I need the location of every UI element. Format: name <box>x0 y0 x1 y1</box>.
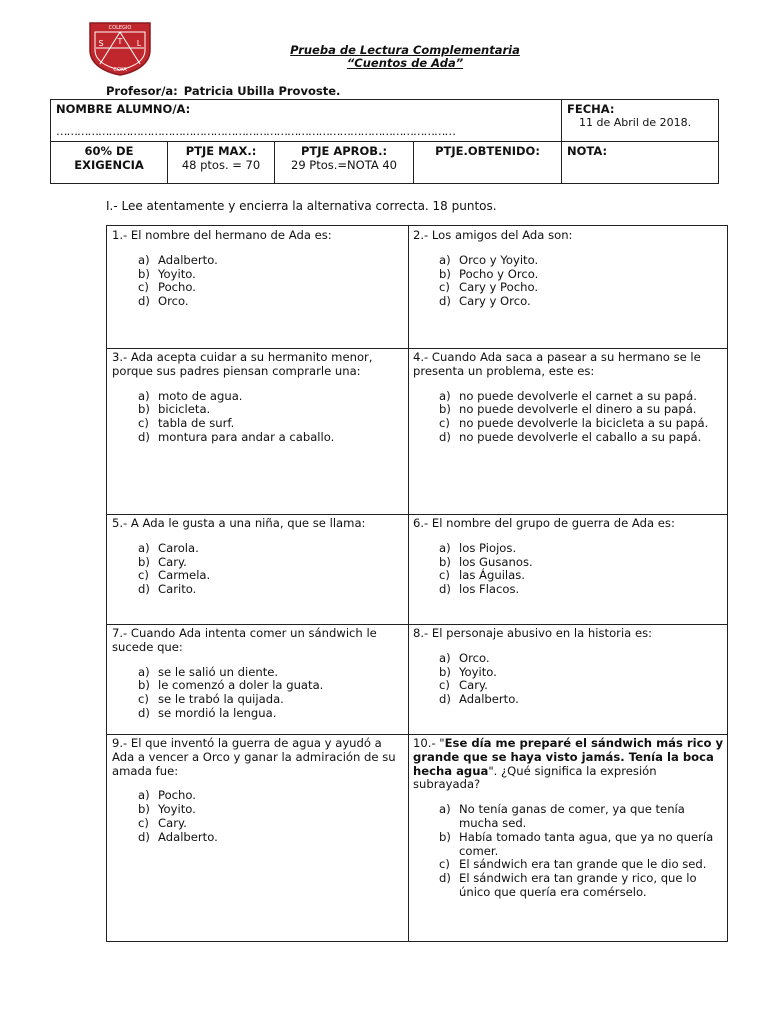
option-letter: c) <box>138 692 149 707</box>
option-text: Cary y Pocho. <box>459 280 539 295</box>
ptje-max-cell <box>168 142 275 184</box>
answer-options <box>112 666 404 721</box>
option-text: los Flacos. <box>459 582 520 597</box>
answer-option[interactable] <box>413 652 724 666</box>
option-letter: b) <box>439 266 451 281</box>
option-text: El sándwich era tan grande que le dio sed. <box>459 857 707 872</box>
answer-option[interactable] <box>112 789 404 803</box>
option-letter: d) <box>138 294 150 309</box>
svg-text:S: S <box>98 39 104 48</box>
option-text: montura para andar a caballo. <box>158 429 335 444</box>
option-letter: c) <box>439 280 450 295</box>
option-letter: a) <box>439 650 451 665</box>
answer-options <box>413 542 724 597</box>
nota-cell[interactable]: NOTA: <box>562 142 719 184</box>
svg-text:T: T <box>117 37 123 46</box>
answer-option[interactable] <box>413 403 724 417</box>
option-letter: d) <box>439 429 451 444</box>
answer-option[interactable] <box>112 679 404 693</box>
option-letter: b) <box>138 802 150 817</box>
question-2 <box>408 226 728 348</box>
ptje-max-label: PTJE MAX.: <box>185 144 257 158</box>
answer-option[interactable] <box>112 569 404 583</box>
option-letter: b) <box>439 829 451 844</box>
option-letter: b) <box>439 664 451 679</box>
option-text: Cary. <box>158 815 187 830</box>
option-text: Orco y Yoyito. <box>459 252 539 267</box>
svg-text:COYA: COYA <box>113 67 127 73</box>
question-text: 6.- El nombre del grupo de guerra de Ada es: <box>413 516 675 530</box>
answer-option[interactable] <box>112 390 404 404</box>
ptje-obtenido-cell[interactable]: PTJE.OBTENIDO: <box>414 142 562 184</box>
answer-option[interactable] <box>112 817 404 831</box>
option-text: no puede devolverle el carnet a su papá. <box>459 388 697 403</box>
answer-option[interactable] <box>413 295 724 309</box>
question-8 <box>408 624 728 734</box>
option-text: Yoyito. <box>459 664 497 679</box>
answer-options <box>112 254 404 309</box>
answer-options <box>413 652 724 707</box>
answer-option[interactable] <box>112 281 404 295</box>
answer-option[interactable] <box>413 831 724 859</box>
option-text: Cary y Orco. <box>459 294 531 309</box>
question-5 <box>107 514 408 624</box>
answer-option[interactable] <box>413 679 724 693</box>
option-text: moto de agua. <box>158 388 243 403</box>
option-text: no puede devolverle la bicicleta a su papá. <box>459 416 709 431</box>
option-text: Pocho. <box>158 788 196 803</box>
answer-option[interactable] <box>413 872 724 900</box>
student-name-cell[interactable] <box>51 100 562 142</box>
option-text: bicicleta. <box>158 402 211 417</box>
answer-option[interactable] <box>112 542 404 556</box>
answer-option[interactable] <box>112 693 404 707</box>
option-letter: d) <box>439 692 451 707</box>
option-text: Carola. <box>158 540 199 555</box>
option-letter: b) <box>138 402 150 417</box>
option-text: Pocho. <box>158 280 196 295</box>
instruction-text: I.- Lee atentamente y encierra la alternativa correcta. 18 puntos. <box>106 199 497 213</box>
svg-text:COLEGIO: COLEGIO <box>108 25 132 31</box>
svg-text:L: L <box>136 39 142 48</box>
answer-option[interactable] <box>112 583 404 597</box>
answer-option[interactable] <box>413 268 724 282</box>
option-letter: c) <box>439 678 450 693</box>
date-value: 11 de Abril de 2018. <box>579 116 692 129</box>
option-letter: d) <box>138 582 150 597</box>
question-9 <box>107 734 408 942</box>
question-text: 1.- El nombre del hermano de Ada es: <box>112 228 332 242</box>
student-name-dots: …………………………………………………………………………………………………… <box>56 124 455 138</box>
answer-option[interactable] <box>413 254 724 268</box>
option-letter: d) <box>138 705 150 720</box>
answer-option[interactable] <box>112 707 404 721</box>
question-text: 9.- El que inventó la guerra de agua y ayudó a Ada a vencer a Orco y ganar la admiración de su amada fue: <box>112 736 396 778</box>
option-text: Adalberto. <box>158 829 218 844</box>
question-text: 7.- Cuando Ada intenta comer un sándwich le sucede que: <box>112 626 377 654</box>
question-7 <box>107 624 408 734</box>
option-letter: a) <box>138 388 150 403</box>
question-text-suffix: ". ¿Qué significa la expresión subrayada? <box>413 763 657 792</box>
ptje-aprob-label: PTJE APROB.: <box>300 144 388 158</box>
title-line-2: “Cuentos de Ada” <box>346 56 464 70</box>
option-text: El sándwich era tan grande y rico, que lo único que quería era comérselo. <box>459 871 697 899</box>
option-text: Yoyito. <box>158 266 196 281</box>
option-text: los Piojos. <box>459 540 517 555</box>
question-3 <box>107 348 408 514</box>
option-text: Adalberto. <box>459 692 519 707</box>
option-letter: b) <box>138 554 150 569</box>
option-text: las Águilas. <box>459 568 525 583</box>
question-10 <box>408 734 728 942</box>
answer-option[interactable] <box>413 431 724 445</box>
option-letter: a) <box>439 252 451 267</box>
option-text: Adalberto. <box>158 252 218 267</box>
answer-option[interactable] <box>112 417 404 431</box>
option-text: Cary. <box>158 554 187 569</box>
question-6 <box>408 514 728 624</box>
option-text: Había tomado tanta agua, que ya no quería comer. <box>459 829 714 858</box>
answer-option[interactable] <box>112 254 404 268</box>
option-text: No tenía ganas de comer, ya que tenía mucha sed. <box>459 802 685 830</box>
date-label: FECHA: <box>567 102 615 116</box>
answer-option[interactable] <box>413 803 724 831</box>
option-text: Orco. <box>459 650 490 665</box>
question-4 <box>408 348 728 514</box>
answer-option[interactable] <box>413 417 724 431</box>
option-letter: c) <box>439 568 450 583</box>
option-text: los Gusanos. <box>459 554 533 569</box>
ptje-aprob-value: 29 Ptos.=NOTA 40 <box>291 158 397 172</box>
option-text: se le trabó la quijada. <box>158 692 284 707</box>
option-letter: c) <box>439 416 450 431</box>
option-letter: b) <box>439 554 451 569</box>
option-text: Cary. <box>459 678 488 693</box>
option-text: tabla de surf. <box>158 416 235 431</box>
question-text-prefix: 10.- " <box>413 736 445 750</box>
answer-option[interactable] <box>112 831 404 845</box>
question-text <box>413 737 724 792</box>
answer-options <box>112 542 404 597</box>
answer-option[interactable] <box>112 556 404 570</box>
option-letter: c) <box>439 857 450 872</box>
option-letter: c) <box>138 280 149 295</box>
option-letter: b) <box>138 678 150 693</box>
option-letter: d) <box>439 294 451 309</box>
question-quote-bold: Ese día me preparé el sándwich más rico y grande que se haya visto jamás. Tenía la boca hecha agua <box>413 736 724 778</box>
answer-option[interactable] <box>413 569 724 583</box>
option-letter: a) <box>439 388 451 403</box>
questions-grid <box>106 225 728 942</box>
option-letter: a) <box>138 540 150 555</box>
school-logo <box>86 20 154 76</box>
answer-option[interactable] <box>112 403 404 417</box>
answer-option[interactable] <box>112 295 404 309</box>
answer-option[interactable] <box>413 693 724 707</box>
option-letter: d) <box>439 582 451 597</box>
question-text: 3.- Ada acepta cuidar a su hermanito menor, porque sus padres piensan comprarle una: <box>112 350 373 378</box>
option-text: Pocho y Orco. <box>459 266 539 281</box>
option-text: le comenzó a doler la guata. <box>158 678 324 693</box>
answer-options <box>413 390 724 445</box>
option-letter: a) <box>439 540 451 555</box>
student-name-label: NOMBRE ALUMNO/A: <box>56 102 191 116</box>
option-text: se mordió la lengua. <box>158 705 277 720</box>
option-letter: d) <box>439 871 451 886</box>
option-text: Carmela. <box>158 568 211 583</box>
option-text: no puede devolverle el dinero a su papá. <box>459 402 697 417</box>
question-text: 8.- El personaje abusivo en la historia es: <box>413 626 653 640</box>
ptje-aprob-cell <box>275 142 414 184</box>
student-info-table <box>50 99 719 184</box>
option-text: se le salió un diente. <box>158 664 279 679</box>
option-text: no puede devolverle el caballo a su papá. <box>459 429 702 444</box>
question-1 <box>107 226 408 348</box>
option-letter: a) <box>439 802 451 817</box>
option-letter: c) <box>138 568 149 583</box>
answer-option[interactable] <box>413 281 724 295</box>
question-text: 2.- Los amigos del Ada son: <box>413 228 573 242</box>
date-cell <box>562 100 719 142</box>
option-text: Carito. <box>158 582 197 597</box>
option-letter: c) <box>138 416 149 431</box>
option-letter: b) <box>439 402 451 417</box>
answer-option[interactable] <box>112 268 404 282</box>
option-letter: a) <box>138 664 150 679</box>
title-line-1: Prueba de Lectura Complementaria <box>290 43 520 57</box>
answer-options <box>413 254 724 309</box>
answer-option[interactable] <box>413 858 724 872</box>
teacher-line <box>106 84 340 98</box>
ptje-max-value: 48 ptos. = 70 <box>181 158 261 172</box>
teacher-label: Profesor/a: <box>106 84 178 98</box>
answer-option[interactable] <box>413 542 724 556</box>
exigencia-cell: 60% DE EXIGENCIA <box>51 142 168 184</box>
option-letter: d) <box>138 829 150 844</box>
answer-options <box>413 803 724 900</box>
teacher-name: Patricia Ubilla Provoste. <box>183 84 341 98</box>
option-text: Orco. <box>158 294 189 309</box>
option-letter: d) <box>138 429 150 444</box>
question-text: 4.- Cuando Ada saca a pasear a su hermano se le presenta un problema, este es: <box>413 350 701 378</box>
option-text: Yoyito. <box>158 802 196 817</box>
answer-options <box>112 789 404 844</box>
option-letter: a) <box>138 252 150 267</box>
question-text: 5.- A Ada le gusta a una niña, que se llama: <box>112 516 366 530</box>
answer-option[interactable] <box>112 666 404 680</box>
answer-option[interactable] <box>112 431 404 445</box>
option-letter: c) <box>138 815 149 830</box>
option-letter: b) <box>138 266 150 281</box>
option-letter: a) <box>138 788 150 803</box>
answer-option[interactable] <box>112 803 404 817</box>
answer-option[interactable] <box>413 666 724 680</box>
answer-option[interactable] <box>413 390 724 404</box>
answer-option[interactable] <box>413 583 724 597</box>
document-title <box>240 44 570 70</box>
answer-options <box>112 390 404 445</box>
